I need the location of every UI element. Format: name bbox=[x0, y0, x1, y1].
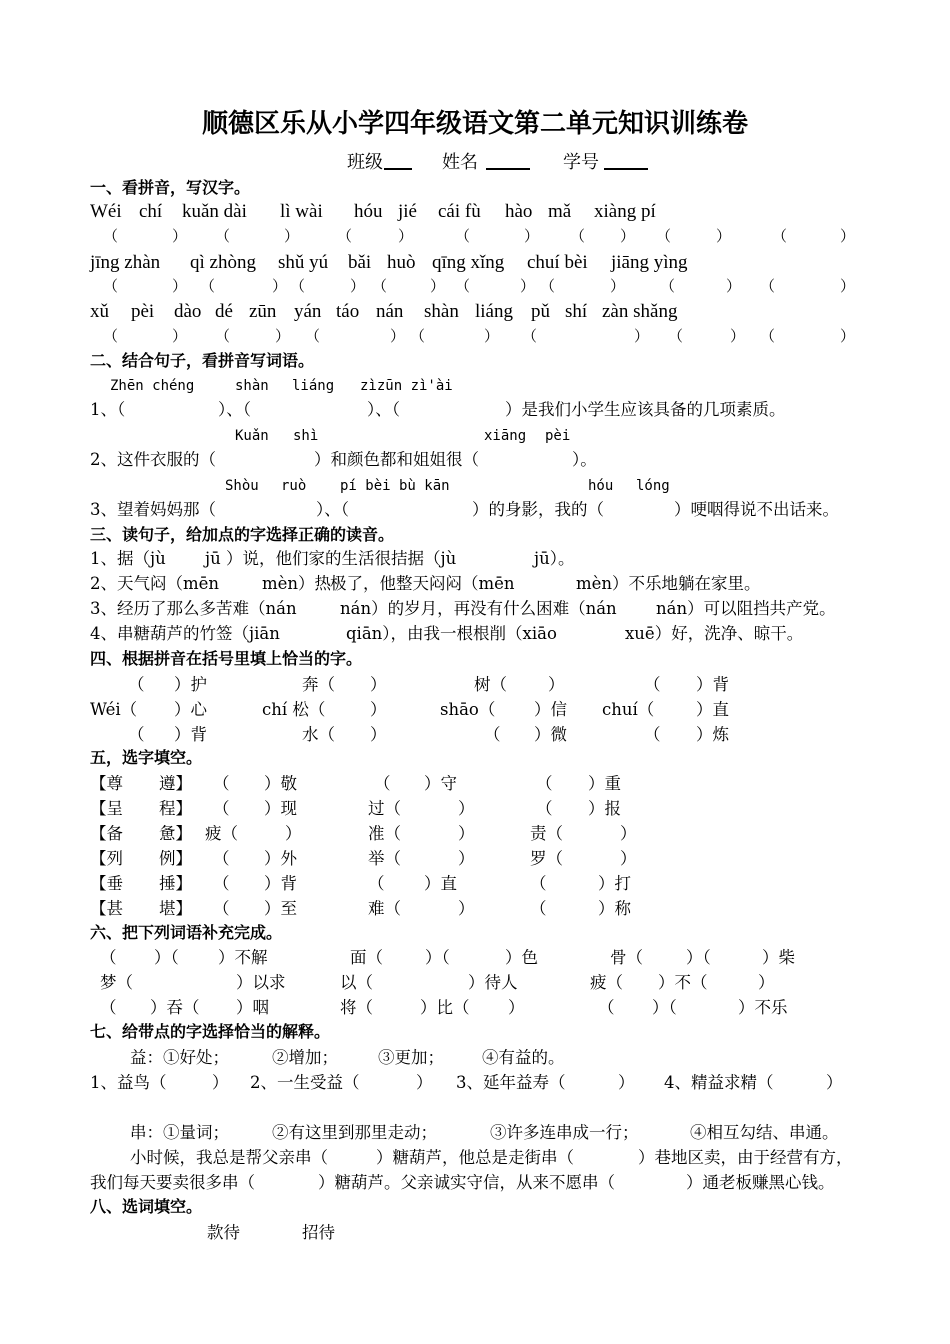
text-segment: （ bbox=[540, 277, 556, 295]
q2-line-1 bbox=[0, 397, 950, 423]
text-segment: （ bbox=[536, 774, 553, 793]
text-segment: 难（ bbox=[368, 899, 401, 918]
text-segment: ）以求 bbox=[236, 973, 286, 992]
text-segment: （ bbox=[215, 327, 231, 345]
text-segment: ） bbox=[458, 799, 475, 818]
text-segment: （ bbox=[410, 327, 426, 345]
text-segment: ） bbox=[370, 725, 387, 744]
text-segment: （ bbox=[455, 277, 471, 295]
text-segment: ）色 bbox=[505, 948, 538, 967]
text-segment: ） bbox=[620, 227, 636, 245]
text-segment: lóng bbox=[636, 478, 670, 494]
q5-row-4 bbox=[0, 846, 950, 872]
text-segment: ） bbox=[508, 998, 525, 1017]
text-segment: 梦（ bbox=[100, 973, 133, 992]
q7-meanings-2 bbox=[0, 1120, 950, 1146]
text-segment: 【甚 bbox=[90, 899, 123, 918]
text-segment: zìzūn zì'ài bbox=[360, 378, 453, 394]
text-segment: 堪】 bbox=[159, 899, 192, 918]
text-segment: （ bbox=[530, 874, 547, 893]
id-label: 学号 bbox=[563, 152, 599, 173]
text-segment: （ bbox=[337, 227, 353, 245]
text-segment: nán）可以阻挡共产党。 bbox=[656, 599, 836, 618]
text-segment: ） bbox=[458, 824, 475, 843]
text-segment: jū ）说，他们家的生活很拮据（jù bbox=[205, 549, 457, 568]
text-segment: chí 松（ bbox=[262, 700, 326, 719]
text-segment: ）柴 bbox=[762, 948, 795, 967]
text-segment: ） bbox=[524, 227, 540, 245]
text-segment: bǎi bbox=[348, 252, 372, 273]
text-segment: （ bbox=[215, 227, 231, 245]
q5-row-3 bbox=[0, 821, 950, 847]
text-segment: ）、（ bbox=[367, 400, 400, 419]
text-segment: 罗（ bbox=[530, 849, 563, 868]
text-segment: shǔ yú bbox=[278, 252, 329, 273]
text-segment: （ bbox=[598, 998, 615, 1017]
text-segment: ）比（ bbox=[420, 998, 470, 1017]
text-segment: mèn）热 bbox=[262, 574, 332, 593]
text-segment: （ bbox=[372, 277, 388, 295]
text-segment: （ bbox=[100, 948, 117, 967]
text-segment: （ bbox=[128, 725, 145, 744]
text-segment: shāo（ bbox=[440, 700, 496, 719]
text-segment: ） bbox=[272, 277, 288, 295]
text-segment: 惫】 bbox=[159, 824, 192, 843]
text-segment: ） bbox=[634, 327, 650, 345]
q4-row-1 bbox=[0, 672, 950, 698]
text-segment: ）是我们小学生应该具备的几项素质。 bbox=[505, 400, 786, 419]
text-segment: shí bbox=[565, 301, 588, 322]
section-2-heading: 二、结合句子，看拼音写词语。 bbox=[90, 351, 315, 370]
text-segment: ）的身影，我的（ bbox=[472, 500, 604, 519]
text-segment: ） bbox=[430, 277, 446, 295]
text-segment: ） bbox=[840, 227, 856, 245]
text-segment: ）（ bbox=[686, 948, 711, 967]
text-segment: ）直 bbox=[424, 874, 457, 893]
text-segment: 【尊 bbox=[90, 774, 123, 793]
text-segment: ）称 bbox=[598, 899, 631, 918]
id-blank bbox=[604, 148, 648, 170]
text-segment: ）护 bbox=[174, 675, 207, 694]
text-segment: 【列 bbox=[90, 849, 123, 868]
text-segment: huò bbox=[387, 252, 416, 273]
q5-row-1 bbox=[0, 771, 950, 797]
section-4-heading: 四、根据拼音在括号里填上恰当的字。 bbox=[90, 649, 363, 668]
text-segment: 责（ bbox=[530, 824, 563, 843]
text-segment: jū）。 bbox=[534, 549, 575, 568]
text-segment: ）报 bbox=[588, 799, 621, 818]
pinyin-row-1 bbox=[0, 197, 950, 227]
section-8-heading: 八、选词填空。 bbox=[90, 1197, 203, 1216]
text-segment: 水（ bbox=[302, 725, 335, 744]
q6-row-1 bbox=[0, 945, 950, 971]
text-segment: jīng zhàn bbox=[90, 252, 161, 273]
text-segment: ）直 bbox=[696, 700, 729, 719]
text-segment: ）（ bbox=[425, 948, 450, 967]
section-7-heading: 七、给带点的字选择恰当的解释。 bbox=[90, 1022, 331, 1041]
text-segment: pí bèi bù kān bbox=[340, 478, 450, 494]
text-segment: ） bbox=[758, 973, 775, 992]
text-segment: ）通老板赚黑心钱。 bbox=[686, 1173, 835, 1192]
text-segment: ） bbox=[840, 277, 856, 295]
text-segment: ）不乐 bbox=[738, 998, 788, 1017]
text-segment: liáng bbox=[475, 301, 513, 322]
text-segment: Wéi（ bbox=[90, 700, 138, 719]
text-segment: liáng bbox=[292, 378, 335, 394]
text-segment: （ bbox=[760, 277, 776, 295]
text-segment: （ bbox=[100, 998, 117, 1017]
text-segment: qiān），由我一根根削（xiāo bbox=[346, 624, 557, 643]
text-segment: kuǎn dài bbox=[182, 201, 247, 222]
text-segment: shì bbox=[293, 428, 319, 444]
text-segment: shàn bbox=[424, 301, 459, 322]
text-segment: 2、这件衣服的（ bbox=[90, 450, 216, 469]
text-segment: （ bbox=[484, 725, 501, 744]
text-segment: ④相互勾结、串通。 bbox=[690, 1123, 839, 1142]
student-info bbox=[0, 148, 950, 178]
text-segment: ） bbox=[370, 675, 387, 694]
text-segment: （ bbox=[772, 227, 788, 245]
text-segment: shàn bbox=[235, 378, 269, 394]
pinyin-row-3 bbox=[0, 297, 950, 327]
q3-line-1 bbox=[0, 546, 950, 572]
text-segment: ）（ bbox=[154, 948, 179, 967]
text-segment: ）守 bbox=[424, 774, 457, 793]
text-segment: ） bbox=[350, 277, 366, 295]
text-segment: 疲（ bbox=[205, 824, 238, 843]
text-segment: 2、一生受益（ bbox=[250, 1073, 360, 1092]
answer-parens-row-3 bbox=[0, 325, 950, 347]
q7-paragraph-2 bbox=[0, 1170, 950, 1196]
text-segment: ）背 bbox=[696, 675, 729, 694]
q4-row-3 bbox=[0, 722, 950, 748]
text-segment: （ bbox=[522, 327, 538, 345]
text-segment: （ bbox=[536, 799, 553, 818]
text-segment: chuí bèi bbox=[527, 252, 588, 273]
text-segment: 1、（ bbox=[90, 400, 126, 419]
text-segment: nán）的岁月，再没有什么困难（nán bbox=[340, 599, 617, 618]
text-segment: ）背 bbox=[264, 874, 297, 893]
text-segment: （ bbox=[103, 227, 119, 245]
text-segment: ）背 bbox=[174, 725, 207, 744]
text-segment: （ bbox=[213, 849, 230, 868]
page-title: 顺德区乐从小学四年级语文第二单元知识训练卷 bbox=[201, 109, 748, 139]
text-segment: （ bbox=[213, 774, 230, 793]
text-segment: xuē）好，洗净、晾干。 bbox=[625, 624, 804, 643]
q2-pinyin-1 bbox=[0, 373, 950, 399]
text-segment: ）微 bbox=[534, 725, 567, 744]
text-segment: （ bbox=[455, 227, 471, 245]
text-segment: （ bbox=[368, 874, 385, 893]
q2-pinyin-2 bbox=[0, 423, 950, 449]
q7-items-1 bbox=[0, 1070, 950, 1096]
text-segment: Zhēn chéng bbox=[110, 378, 195, 394]
text-segment: hóu bbox=[354, 201, 383, 222]
text-segment: ） bbox=[840, 327, 856, 345]
text-segment: hóu bbox=[588, 478, 614, 494]
text-segment: （ bbox=[200, 277, 216, 295]
text-segment: lì wài bbox=[280, 201, 323, 222]
text-segment: ）糖葫芦，他总是走街串（ bbox=[376, 1148, 574, 1167]
q3-line-3 bbox=[0, 596, 950, 622]
text-segment: ）、（ bbox=[316, 500, 349, 519]
text-segment: 程】 bbox=[159, 799, 192, 818]
text-segment: （ bbox=[290, 277, 306, 295]
text-segment: zàn shǎng bbox=[602, 301, 678, 322]
text-segment: táo bbox=[336, 301, 360, 322]
text-segment: ） bbox=[826, 1073, 843, 1092]
text-segment: ） bbox=[726, 277, 742, 295]
text-segment: 遵】 bbox=[159, 774, 192, 793]
text-segment: 3、望着妈妈那（ bbox=[90, 500, 216, 519]
section-1-heading: 一、看拼音，写汉字。 bbox=[90, 178, 251, 197]
text-segment: 面（ bbox=[350, 948, 383, 967]
text-segment: ）。 bbox=[572, 450, 597, 469]
text-segment: mǎ bbox=[548, 201, 572, 222]
text-segment: ）至 bbox=[264, 899, 297, 918]
text-segment: ） bbox=[458, 849, 475, 868]
answer-parens-row-1 bbox=[0, 225, 950, 247]
name-label: 姓名 bbox=[442, 152, 478, 173]
text-segment: ）（ bbox=[652, 998, 677, 1017]
text-segment: nán bbox=[376, 301, 404, 322]
text-segment: ） bbox=[620, 824, 637, 843]
q2-line-2 bbox=[0, 447, 950, 473]
text-segment: qì zhòng bbox=[190, 252, 256, 273]
text-segment: ） bbox=[390, 327, 406, 345]
text-segment: ） bbox=[275, 327, 291, 345]
text-segment: ）打 bbox=[598, 874, 631, 893]
text-segment: ） bbox=[730, 327, 746, 345]
text-segment: pèi bbox=[131, 301, 155, 322]
text-segment: jié bbox=[398, 201, 417, 222]
text-segment bbox=[486, 148, 530, 180]
text-segment: mèn）不乐地躺在家里。 bbox=[576, 574, 761, 593]
text-segment: （ bbox=[213, 799, 230, 818]
pinyin-row-2 bbox=[0, 248, 950, 278]
text-segment: 极了，他整天闷闷（mēn bbox=[330, 574, 515, 593]
q5-row-2 bbox=[0, 796, 950, 822]
text-segment: （ bbox=[668, 327, 684, 345]
text-segment: cái fù bbox=[438, 201, 481, 222]
text-segment: （ bbox=[103, 327, 119, 345]
text-segment: ）炼 bbox=[696, 725, 729, 744]
text-segment: ）哽咽得说不出话来。 bbox=[674, 500, 839, 519]
q6-row-2 bbox=[0, 970, 950, 996]
text-segment: pèi bbox=[545, 428, 571, 444]
section-5-heading: 五，选字填空。 bbox=[90, 748, 203, 767]
q2-line-3 bbox=[0, 497, 950, 523]
text-segment: 例】 bbox=[159, 849, 192, 868]
text-segment: （ bbox=[128, 675, 145, 694]
q3-line-4 bbox=[0, 621, 950, 647]
text-segment: chí bbox=[139, 201, 163, 222]
text-segment: 3、经历了那么多苦难（nán bbox=[90, 599, 297, 618]
text-segment: （ bbox=[656, 227, 672, 245]
text-segment: xiāng bbox=[484, 428, 527, 444]
class-label: 班级 bbox=[347, 152, 383, 173]
text-segment: Shòu bbox=[225, 478, 259, 494]
text-segment: yán bbox=[294, 301, 322, 322]
text-segment: ）信 bbox=[534, 700, 567, 719]
class-blank bbox=[384, 148, 412, 170]
text-segment: ） bbox=[285, 824, 302, 843]
text-segment: 骨（ bbox=[610, 948, 643, 967]
q5-row-6 bbox=[0, 896, 950, 922]
text-segment: 3、延年益寿（ bbox=[456, 1073, 566, 1092]
text-segment: ）不（ bbox=[658, 973, 708, 992]
q3-line-2 bbox=[0, 571, 950, 597]
text-segment: ③许多连串成一行； bbox=[490, 1123, 639, 1142]
text-segment: ）和颜色都和姐姐很（ bbox=[314, 450, 479, 469]
text-segment: 【备 bbox=[90, 824, 123, 843]
text-segment: （ bbox=[644, 725, 661, 744]
answer-parens-row-2 bbox=[0, 275, 950, 297]
text-segment: ） bbox=[416, 1073, 433, 1092]
q4-row-2 bbox=[0, 697, 950, 723]
q5-row-5 bbox=[0, 871, 950, 897]
text-segment: ）心 bbox=[174, 700, 207, 719]
text-segment: ）待人 bbox=[468, 973, 518, 992]
text-segment: ③更加； bbox=[378, 1048, 444, 1067]
text-segment: ）敬 bbox=[264, 774, 297, 793]
text-segment: ） bbox=[484, 327, 500, 345]
text-segment: 奔（ bbox=[302, 675, 335, 694]
text-segment: （ bbox=[530, 899, 547, 918]
text-segment: （ bbox=[305, 327, 321, 345]
text-segment: 将（ bbox=[340, 998, 373, 1017]
text-segment: ） bbox=[370, 700, 387, 719]
text-segment: 1、据（jù bbox=[90, 549, 166, 568]
text-segment: 小时候，我总是帮父亲串（ bbox=[130, 1148, 328, 1167]
text-segment: 益：①好处； bbox=[130, 1048, 229, 1067]
text-segment: ） bbox=[458, 899, 475, 918]
text-segment: ） bbox=[212, 1073, 229, 1092]
word-choice: 款待 bbox=[207, 1223, 240, 1242]
text-segment: （ bbox=[644, 675, 661, 694]
section-3-heading: 三、读句子，给加点的字选择正确的读音。 bbox=[90, 525, 395, 544]
text-segment bbox=[604, 148, 648, 180]
text-segment: ） bbox=[284, 227, 300, 245]
text-segment: ） bbox=[716, 227, 732, 245]
text-segment: dé bbox=[215, 301, 233, 322]
text-segment bbox=[384, 148, 412, 180]
text-segment: xǔ bbox=[90, 301, 109, 322]
text-segment: chuí（ bbox=[602, 700, 655, 719]
text-segment: ）、（ bbox=[218, 400, 251, 419]
text-segment: ）咽 bbox=[236, 998, 269, 1017]
text-segment: ）现 bbox=[264, 799, 297, 818]
text-segment: （ bbox=[374, 774, 391, 793]
q8-word-choices bbox=[0, 1220, 950, 1246]
text-segment: ）重 bbox=[588, 774, 621, 793]
text-segment: 串：①量词； bbox=[130, 1123, 229, 1142]
text-segment: 疲（ bbox=[590, 973, 623, 992]
section-6-heading: 六、把下列词语补充完成。 bbox=[90, 923, 283, 942]
text-segment: Wéi bbox=[90, 201, 122, 222]
text-segment: ②增加； bbox=[272, 1048, 338, 1067]
text-segment: ） bbox=[520, 277, 536, 295]
text-segment: jiāng yìng bbox=[611, 252, 688, 273]
text-segment: xiàng pí bbox=[594, 201, 656, 222]
text-segment: ） bbox=[172, 277, 188, 295]
text-segment: （ bbox=[213, 874, 230, 893]
text-segment: hào bbox=[505, 201, 533, 222]
text-segment: pǔ bbox=[531, 301, 550, 322]
text-segment: ） bbox=[610, 277, 626, 295]
text-segment: 2、天气闷（mēn bbox=[90, 574, 220, 593]
text-segment: ）吞（ bbox=[150, 998, 200, 1017]
text-segment: ） bbox=[548, 675, 565, 694]
text-segment: ） bbox=[172, 327, 188, 345]
name-blank bbox=[486, 148, 530, 170]
text-segment: （ bbox=[570, 227, 586, 245]
text-segment: ） bbox=[172, 227, 188, 245]
text-segment: （ bbox=[103, 277, 119, 295]
text-segment: ）糖葫芦。父亲诚实守信，从来不愿串（ bbox=[318, 1173, 615, 1192]
q7-paragraph-1 bbox=[0, 1145, 950, 1171]
text-segment: ）外 bbox=[264, 849, 297, 868]
text-segment: 4、精益求精（ bbox=[664, 1073, 774, 1092]
text-segment: zūn bbox=[249, 301, 277, 322]
q7-meanings-1 bbox=[0, 1045, 950, 1071]
text-segment: ） bbox=[398, 227, 414, 245]
text-segment: ） bbox=[620, 849, 637, 868]
text-segment: 我们每天要卖很多串（ bbox=[90, 1173, 255, 1192]
text-segment: （ bbox=[213, 899, 230, 918]
text-segment: 以（ bbox=[340, 973, 373, 992]
text-segment: dào bbox=[174, 301, 202, 322]
q6-row-3 bbox=[0, 995, 950, 1021]
text-segment: ruò bbox=[281, 478, 307, 494]
text-segment: Kuǎn bbox=[235, 428, 269, 444]
text-segment: 树（ bbox=[474, 675, 507, 694]
text-segment: 捶】 bbox=[159, 874, 192, 893]
text-segment: 【垂 bbox=[90, 874, 123, 893]
text-segment: 过（ bbox=[368, 799, 401, 818]
text-segment: ） bbox=[618, 1073, 635, 1092]
text-segment: ）不解 bbox=[218, 948, 268, 967]
text-segment: 准（ bbox=[368, 824, 401, 843]
text-segment: （ bbox=[660, 277, 676, 295]
text-segment: ）巷地区卖，由于经营有方， bbox=[638, 1148, 853, 1167]
text-segment: 4、串糖葫芦的竹签（jiān bbox=[90, 624, 280, 643]
text-segment: 1、益鸟（ bbox=[90, 1073, 167, 1092]
q2-pinyin-3 bbox=[0, 473, 950, 499]
word-choice: 招待 bbox=[302, 1223, 335, 1242]
text-segment: 【呈 bbox=[90, 799, 123, 818]
text-segment: 举（ bbox=[368, 849, 401, 868]
text-segment: qīng xǐng bbox=[432, 252, 505, 273]
text-segment: （ bbox=[760, 327, 776, 345]
text-segment: ②有这里到那里走动； bbox=[272, 1123, 437, 1142]
text-segment: ④有益的。 bbox=[482, 1048, 565, 1067]
